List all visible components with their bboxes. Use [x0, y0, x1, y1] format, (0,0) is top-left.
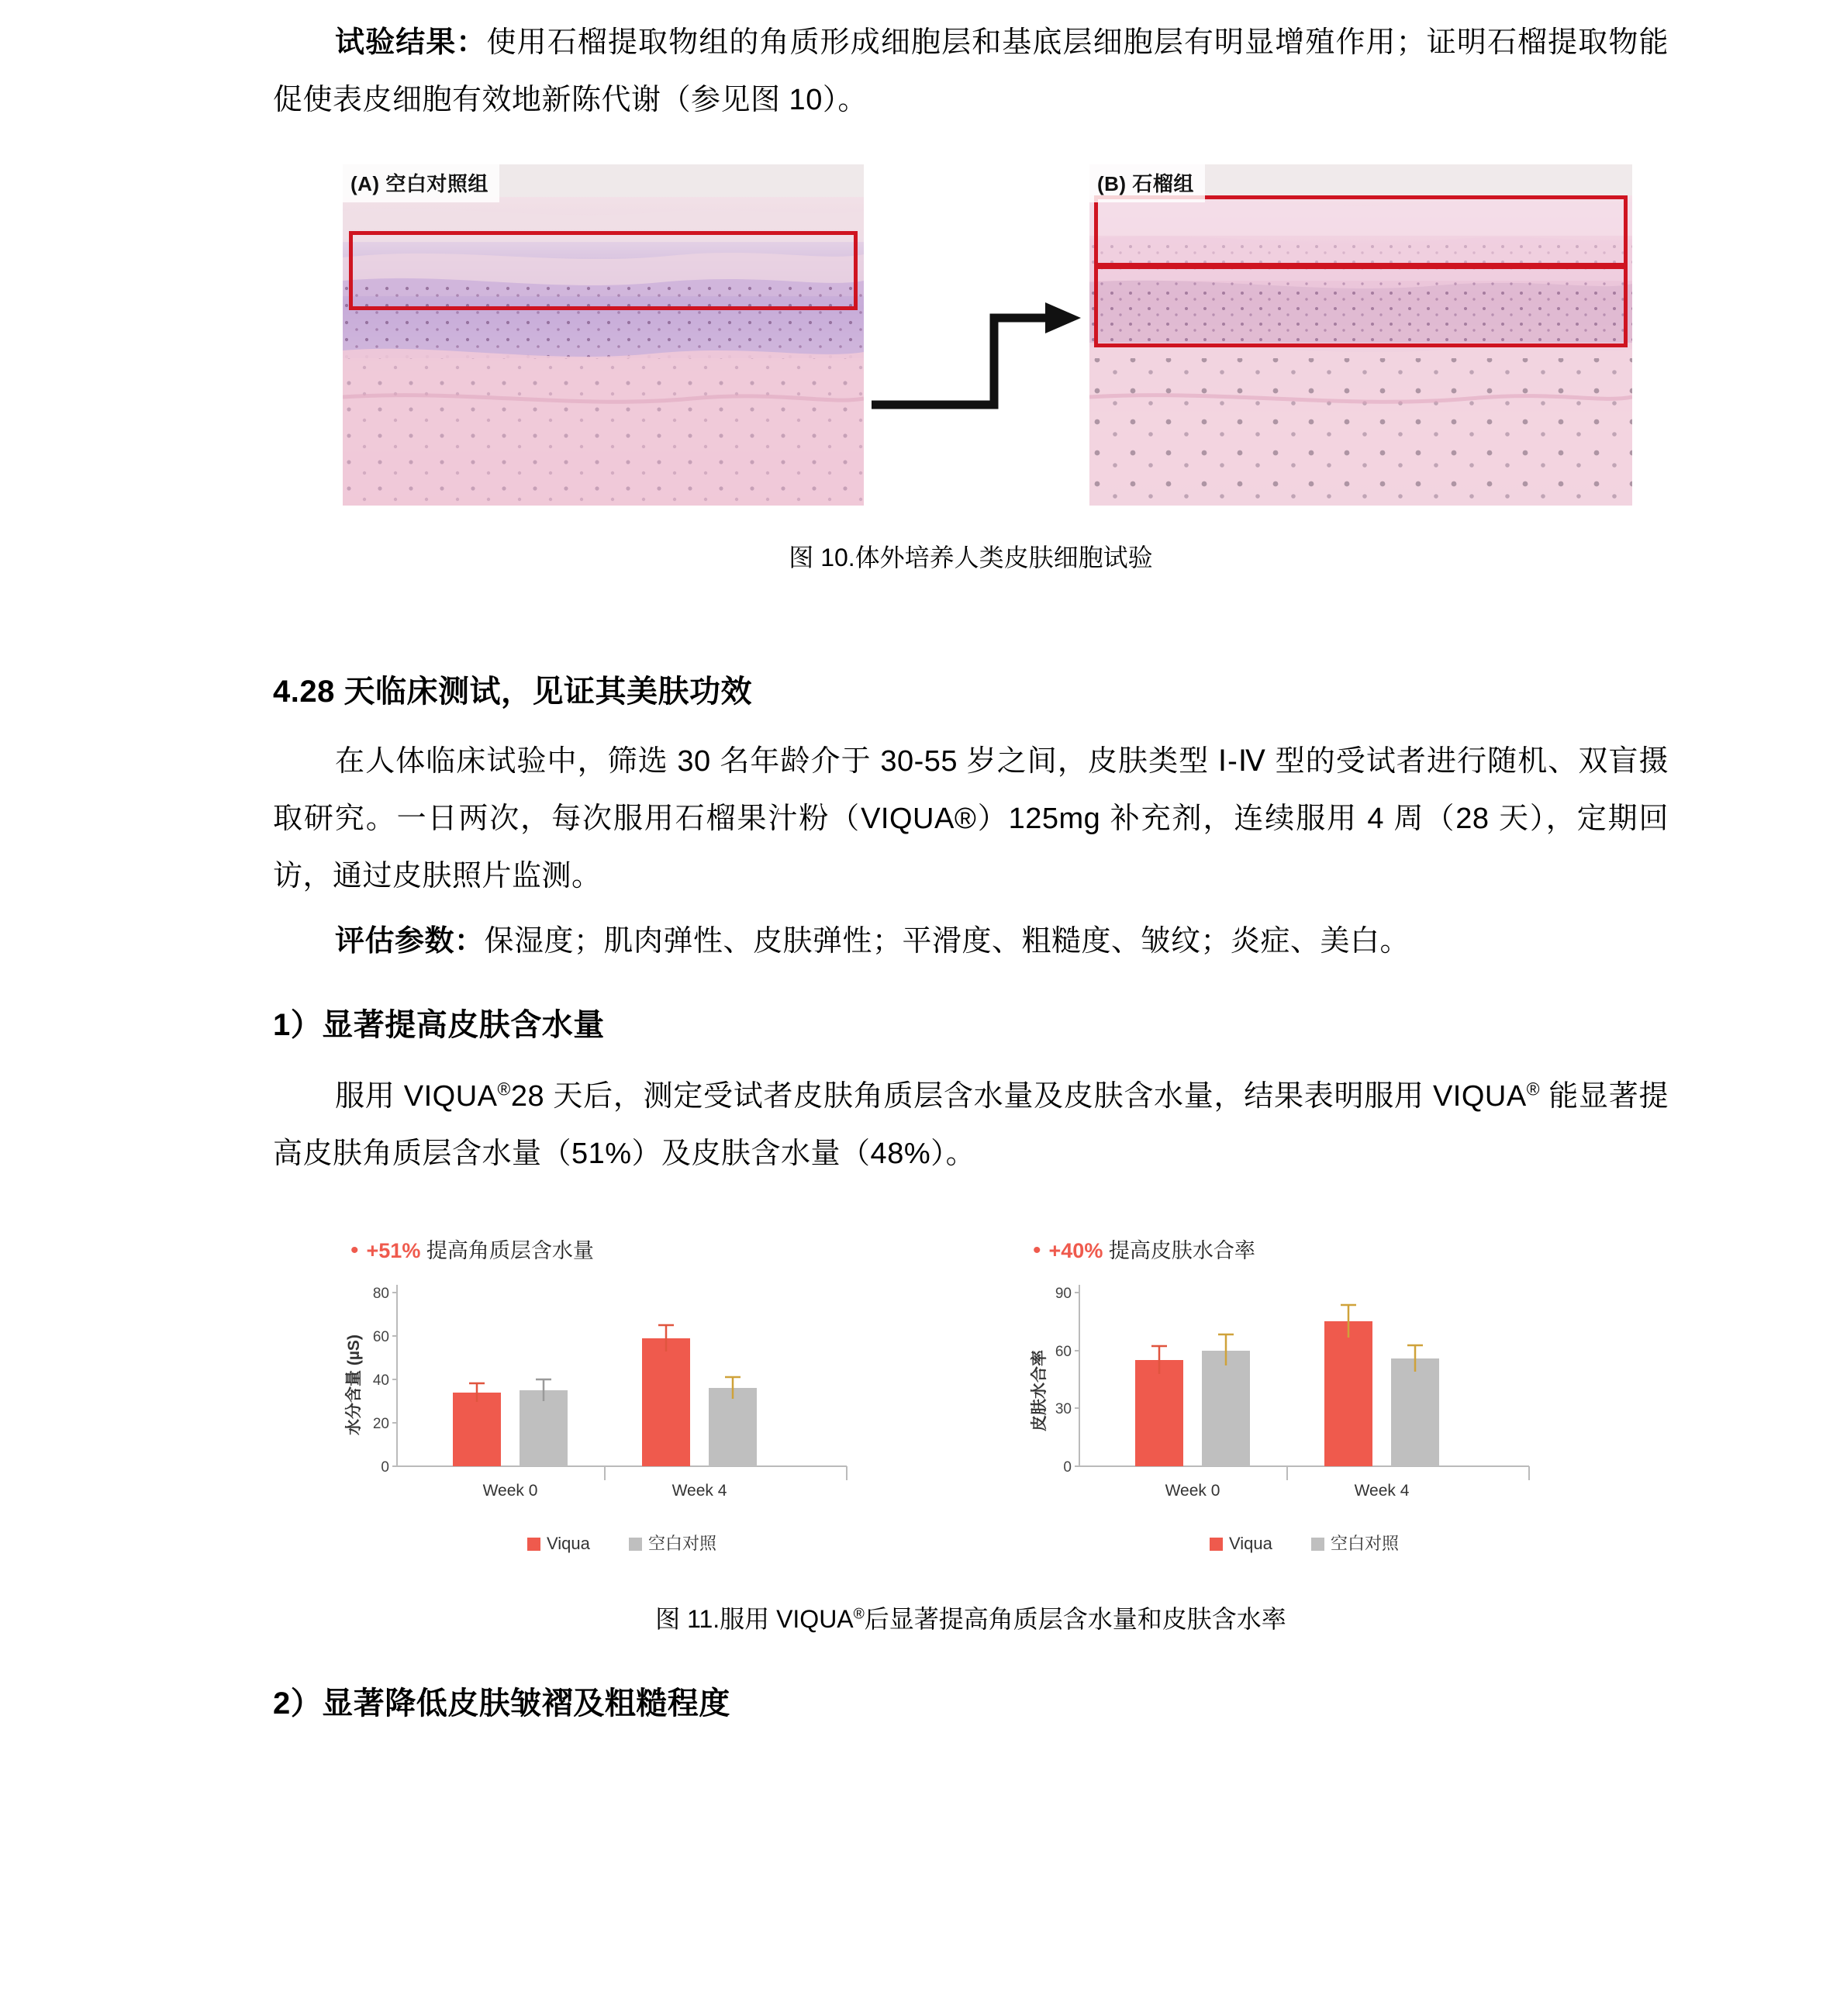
chart-right-xtick-0: Week 0 [1165, 1481, 1220, 1500]
section-heading-4: 4.28 天临床测试，见证其美肤功效 [273, 675, 752, 709]
svg-text:40: 40 [372, 1372, 389, 1389]
experiment-result-text: 使用石榴提取物组的角质形成细胞层和基底层细胞层有明显增殖作用；证明石榴提取物能促使表皮细胞有效地新陈代谢（参见图 10）。 [273, 26, 1669, 117]
chart-left-svg [304, 1272, 940, 1505]
legend-swatch-control-2 [1311, 1538, 1324, 1551]
arrow-icon [870, 296, 1087, 436]
chart-left-plot [304, 1272, 940, 1505]
svg-text:80: 80 [372, 1285, 389, 1302]
p4-text-part1: 服用 VIQUA [335, 1079, 498, 1113]
chart-right-svg [986, 1272, 1622, 1505]
paragraph-water-content [273, 1068, 1669, 1182]
p4-registered-mark-2: ® [1526, 1078, 1541, 1099]
subsection-heading-2: 2）显著降低皮肤皱褶及粗糙程度 [273, 1686, 730, 1721]
chart-left-ylabel: 水分含量 (µS) [345, 1334, 363, 1435]
legend-item-control [629, 1534, 716, 1553]
experiment-result-label: 试验结果： [335, 26, 487, 59]
evaluation-params-label: 评估参数： [335, 925, 485, 958]
chart-left-title [350, 1234, 594, 1264]
legend-swatch-control [629, 1538, 642, 1551]
svg-text:0: 0 [1063, 1458, 1072, 1476]
svg-text:60: 60 [1055, 1343, 1072, 1360]
chart-left-title-text: 提高角质层含水量 [426, 1238, 594, 1262]
svg-text:60: 60 [372, 1328, 389, 1345]
legend-item-viqua-2 [1210, 1534, 1272, 1553]
chart-right-plot [986, 1272, 1622, 1505]
panel-a-label: (A) 空白对照组 [343, 164, 499, 202]
histology-panel-a [343, 164, 864, 506]
paragraph-clinical-trial: 在人体临床试验中，筛选 30 名年龄介于 30-55 岁之间，皮肤类型 Ⅰ-Ⅳ 型的受试者进行随机、双盲摄取研究。一日两次，每次服用石榴果汁粉（VIQUA®）125mg 补充剂，连续服用 4 周（28 天），定期回访，通过皮肤照片监测。 [273, 745, 1669, 893]
panel-b-highlight-box-lower [1094, 265, 1628, 347]
subsection-heading-1: 1）显著提高皮肤含水量 [273, 1007, 605, 1042]
legend-swatch-viqua [527, 1538, 540, 1551]
figure-10-arrow [870, 296, 1087, 436]
chart-right-bullet-icon: • [1033, 1237, 1041, 1263]
chart-right-title-text: 提高皮肤水合率 [1108, 1238, 1255, 1262]
legend-label-viqua: Viqua [546, 1533, 590, 1553]
panel-b-highlight-box-upper [1094, 195, 1628, 267]
legend-swatch-viqua-2 [1210, 1538, 1223, 1551]
paragraph-experiment-result [273, 14, 1669, 129]
p4-registered-mark-1: ® [497, 1078, 511, 1099]
p4-text-part2: 28 天后，测定受试者皮肤角质层含水量及皮肤含水量，结果表明服用 VIQUA [510, 1079, 1527, 1113]
panel-a-highlight-box [349, 231, 858, 310]
legend-label-control: 空白对照 [647, 1533, 716, 1553]
chart-right-title [1033, 1234, 1255, 1264]
legend-label-control-2: 空白对照 [1330, 1533, 1399, 1553]
legend-item-control-2 [1311, 1534, 1399, 1553]
panel-b-label: (B) 石榴组 [1089, 164, 1205, 202]
figure-11-caption [273, 1600, 1669, 1635]
chart-right-legend [986, 1531, 1622, 1555]
chart-left-pct: +51% [366, 1238, 421, 1262]
svg-text:20: 20 [372, 1415, 389, 1432]
fig11-caption-part1: 图 11.服用 VIQUA [655, 1604, 854, 1633]
legend-label-viqua-2: Viqua [1228, 1533, 1272, 1553]
figure-11 [273, 1234, 1669, 1559]
chart-skin-hydration [986, 1234, 1622, 1559]
legend-item-viqua [527, 1534, 590, 1553]
svg-text:90: 90 [1055, 1285, 1072, 1302]
paragraph-evaluation-params [273, 913, 1669, 970]
fig11-registered-mark: ® [853, 1606, 865, 1623]
chart-left-bullet-icon: • [350, 1237, 359, 1263]
histology-panel-b [1089, 164, 1632, 506]
chart-corneum-water-content [304, 1234, 940, 1559]
chart-left-xtick-1: Week 4 [671, 1481, 727, 1500]
svg-text:0: 0 [381, 1458, 389, 1476]
chart-right-pct: +40% [1048, 1238, 1103, 1262]
page-content [273, 0, 1669, 1723]
evaluation-params-text: 保湿度；肌肉弹性、皮肤弹性；平滑度、粗糙度、皱纹；炎症、美白。 [484, 925, 1410, 958]
chart-right-ylabel: 皮肤水合率 [1031, 1349, 1048, 1431]
chart-right-xtick-1: Week 4 [1354, 1481, 1410, 1500]
p4-text-part3: 能显著提高皮肤角质层含水量（51%）及皮肤含水量（48%）。 [273, 1079, 1669, 1170]
figure-10 [273, 164, 1669, 506]
figure-10-caption: 图 10.体外培养人类皮肤细胞试验 [789, 544, 1153, 572]
chart-left-xtick-0: Week 0 [482, 1481, 538, 1500]
histology-image-a [343, 164, 864, 506]
svg-text:30: 30 [1055, 1400, 1072, 1417]
fig11-caption-part2: 后显著提高角质层含水量和皮肤含水率 [864, 1604, 1286, 1633]
chart-left-legend [304, 1531, 940, 1555]
